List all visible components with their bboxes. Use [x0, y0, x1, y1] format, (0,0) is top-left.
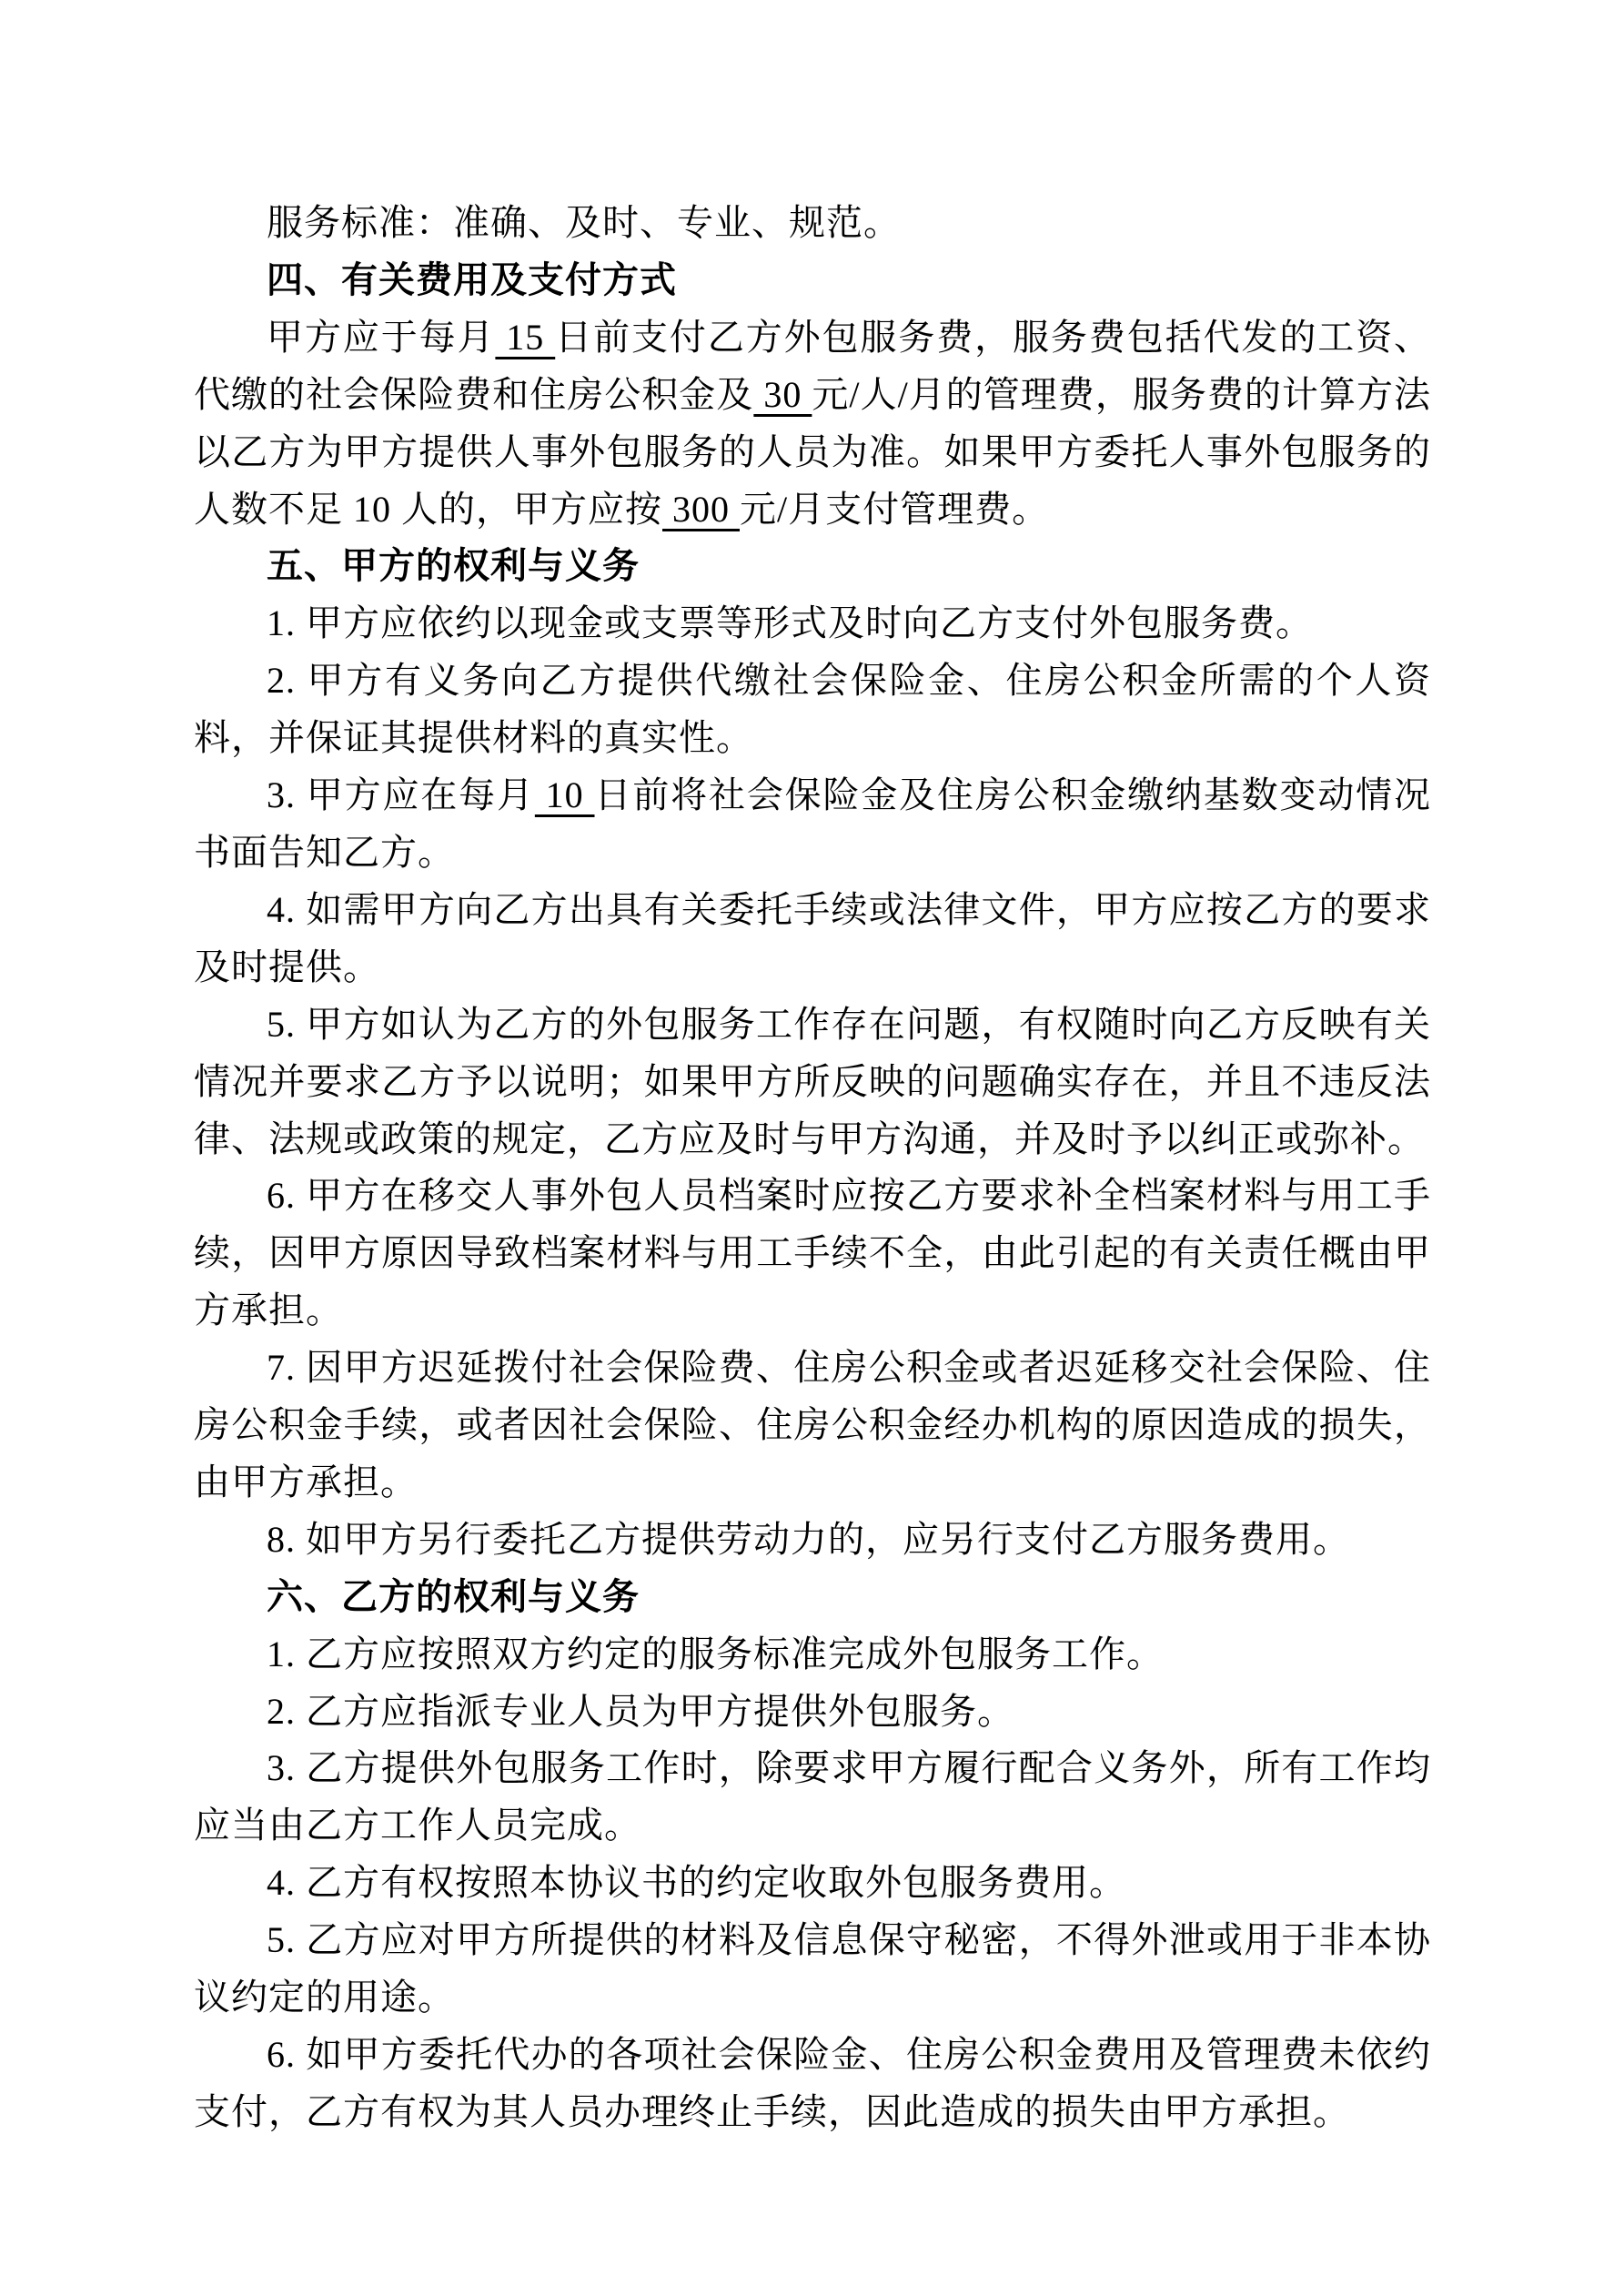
- paragraph: [194, 767, 1431, 882]
- section-heading: [194, 252, 1431, 309]
- text-run: 2. 甲方有义务向乙方提供代缴社会保险金、住房公积金所需的个人资料，并保证其提供材料的真实性。: [194, 660, 1431, 759]
- paragraph: [194, 1626, 1431, 1684]
- paragraph: [194, 195, 1431, 252]
- text-run: 服务标准：准确、及时、专业、规范。: [267, 202, 901, 243]
- text-run: 日前支付乙方外包服务费，服务费包括代发的工资、代缴的社会保险费和住房公积金及: [194, 316, 1432, 415]
- paragraph: [194, 1912, 1431, 2027]
- paragraph: [194, 595, 1431, 652]
- text-run: 1. 乙方应按照双方约定的服务标准完成外包服务工作。: [267, 1633, 1164, 1674]
- paragraph: [194, 652, 1431, 767]
- paragraph: [194, 1740, 1431, 1855]
- paragraph: [194, 1684, 1431, 1741]
- section-heading: [194, 1569, 1431, 1626]
- text-run: 6. 甲方在移交人事外包人员档案时应按乙方要求补全档案材料与用工手续，因甲方原因导致档案材料与用工手续不全，由此引起的有关责任概由甲方承担。: [194, 1175, 1431, 1331]
- text-run: 1. 甲方应依约以现金或支票等形式及时向乙方支付外包服务费。: [267, 602, 1313, 644]
- text-run: 3. 乙方提供外包服务工作时，除要求甲方履行配合义务外，所有工作均应当由乙方工作人员完成。: [194, 1747, 1431, 1846]
- text-run: 5. 乙方应对甲方所提供的材料及信息保守秘密，不得外泄或用于非本协议约定的用途。: [194, 1919, 1431, 2018]
- paragraph: [194, 2027, 1431, 2141]
- paragraph: [194, 1512, 1431, 1569]
- underlined-blank-value: 10: [534, 774, 595, 816]
- document-body: [194, 195, 1431, 2141]
- text-run: 3. 甲方应在每月: [267, 774, 535, 816]
- paragraph: [194, 1168, 1431, 1340]
- underlined-blank-value: 300: [662, 488, 740, 530]
- text-run: 元/人/月的管理费，服务费的计算方法以乙方为甲方提供人事外包服务的人员为准。如果甲方委托人事外包服务的人数不足 10 人的，甲方应按: [194, 373, 1431, 530]
- paragraph: [194, 996, 1431, 1168]
- text-run: 日前将社会保险金及住房公积金缴纳基数变动情况书面告知乙方。: [194, 774, 1432, 873]
- text-run: 6. 如甲方委托代办的各项社会保险金、住房公积金费用及管理费未依约支付，乙方有权为其人员办理终止手续，因此造成的损失由甲方承担。: [194, 2034, 1431, 2132]
- text-run: 六、乙方的权利与义务: [267, 1576, 640, 1617]
- paragraph: [194, 1855, 1431, 1912]
- text-run: 2. 乙方应指派专业人员为甲方提供外包服务。: [267, 1690, 1014, 1732]
- text-run: 8. 如甲方另行委托乙方提供劳动力的，应另行支付乙方服务费用。: [267, 1518, 1350, 1560]
- text-run: 4. 如需甲方向乙方出具有关委托手续或法律文件，甲方应按乙方的要求及时提供。: [194, 888, 1431, 987]
- underlined-blank-value: 30: [753, 373, 812, 415]
- text-run: 元/月支付管理费。: [740, 488, 1050, 530]
- text-run: 4. 乙方有权按照本协议书的约定收取外包服务费用。: [267, 1862, 1126, 1904]
- text-run: 7. 因甲方迟延拨付社会保险费、住房公积金或者迟延移交社会保险、住房公积金手续，或者因社会保险、住房公积金经办机构的原因造成的损失，由甲方承担。: [194, 1347, 1431, 1502]
- underlined-blank-value: 15: [495, 316, 556, 358]
- text-run: 甲方应于每月: [267, 316, 496, 358]
- text-run: 四、有关费用及支付方式: [267, 259, 677, 300]
- text-run: 5. 甲方如认为乙方的外包服务工作存在问题，有权随时向乙方反映有关情况并要求乙方予以说明；如果甲方所反映的问题确实存在，并且不违反法律、法规或政策的规定，乙方应及时与甲方沟通，并及时予以纠正或弥补。: [194, 1003, 1431, 1159]
- paragraph: [194, 882, 1431, 996]
- text-run: 五、甲方的权利与义务: [267, 546, 640, 587]
- section-heading: [194, 538, 1431, 595]
- paragraph: [194, 1340, 1431, 1512]
- paragraph: [194, 309, 1431, 539]
